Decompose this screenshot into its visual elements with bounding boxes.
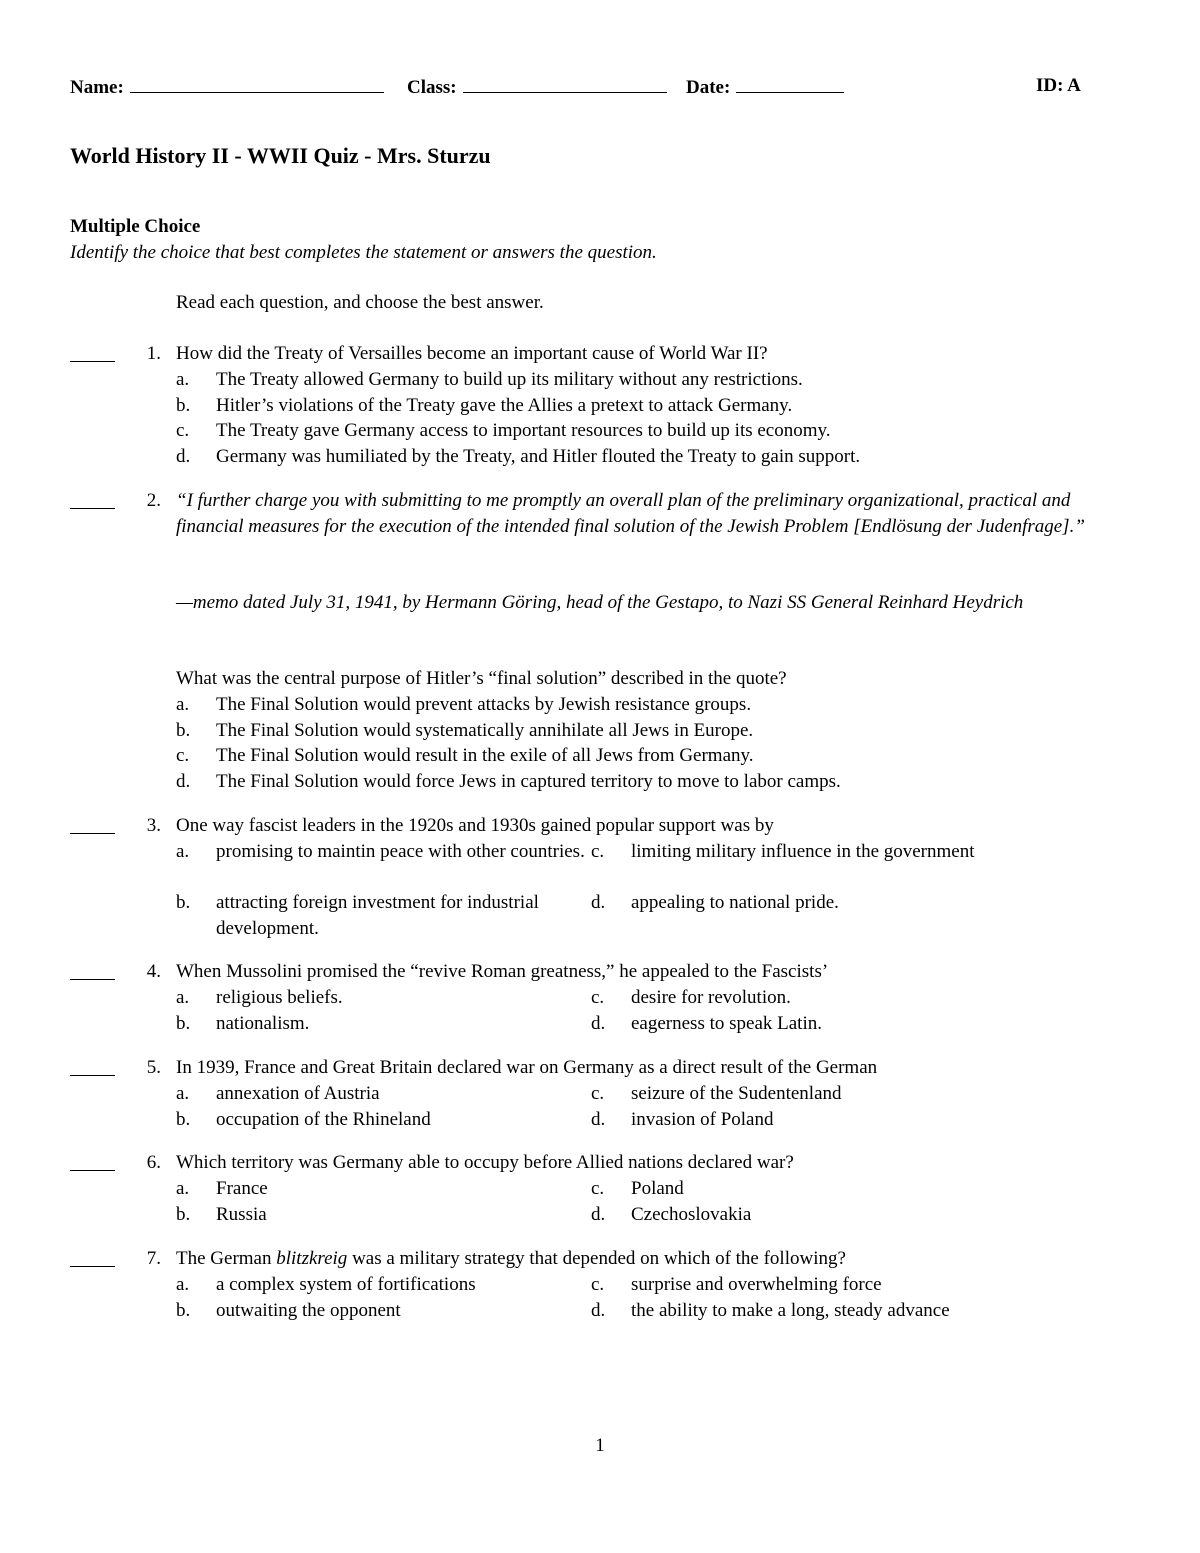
question-number: 1.: [146, 343, 161, 364]
section-instructions: Identify the choice that best completes the statement or answers the question.: [70, 242, 657, 263]
stem-italic-term: blitzkreig: [276, 1248, 348, 1269]
date-label: Date:: [686, 77, 731, 98]
option-letter: a.: [176, 841, 190, 862]
option-b: [176, 393, 1086, 419]
option-text: desire for revolution.: [631, 987, 791, 1008]
option-d: [591, 1011, 1001, 1037]
option-letter: d.: [176, 770, 191, 792]
option-b: [176, 1011, 586, 1037]
question-stem: What was the central purpose of Hitler’s “final solution” described in the quote?: [176, 668, 787, 689]
option-letter: c.: [591, 987, 605, 1008]
option-text: nationalism.: [216, 1012, 310, 1034]
option-letter: a.: [176, 987, 190, 1008]
option-d: [591, 1298, 1001, 1324]
option-b: [176, 1107, 586, 1133]
option-letter: b.: [176, 1203, 191, 1225]
option-letter: c.: [591, 1178, 605, 1199]
option-letter: a.: [176, 1083, 190, 1104]
option-text: occupation of the Rhineland: [216, 1108, 431, 1130]
option-letter: d.: [591, 1299, 606, 1321]
option-letter: c.: [591, 1083, 605, 1104]
option-letter: d.: [176, 445, 191, 467]
answer-blank[interactable]: [70, 833, 115, 834]
question-number: 6.: [146, 1152, 161, 1173]
option-text: the ability to make a long, steady advance: [631, 1299, 950, 1321]
option-text: France: [216, 1178, 268, 1199]
option-text: The Final Solution would force Jews in captured territory to move to labor camps.: [216, 770, 841, 792]
name-field: [70, 73, 384, 101]
class-label: Class:: [407, 77, 457, 98]
option-d: [591, 890, 1001, 916]
option-text: The Treaty gave Germany access to important resources to build up its economy.: [216, 420, 831, 441]
option-d: [591, 1107, 1001, 1133]
option-a: [176, 839, 586, 865]
question-stem: How did the Treaty of Versailles become an important cause of World War II?: [176, 343, 768, 364]
option-letter: d.: [591, 892, 606, 913]
option-letter: c.: [176, 745, 190, 766]
answer-blank[interactable]: [70, 508, 115, 509]
question-number: 4.: [146, 961, 161, 982]
option-c: [176, 743, 1086, 769]
answer-blank[interactable]: [70, 1075, 115, 1076]
option-text: annexation of Austria: [216, 1083, 380, 1104]
date-field: [686, 73, 844, 101]
option-letter: b.: [176, 1299, 191, 1321]
option-a: [176, 1176, 586, 1202]
option-text: The Final Solution would systematically annihilate all Jews in Europe.: [216, 719, 754, 741]
answer-blank[interactable]: [70, 979, 115, 980]
option-text: eagerness to speak Latin.: [631, 1012, 822, 1034]
option-letter: b.: [176, 1012, 191, 1034]
option-a: [176, 692, 1086, 718]
option-letter: c.: [591, 1274, 605, 1295]
quote-attribution: —memo dated July 31, 1941, by Hermann Göring, head of the Gestapo, to Nazi SS General Reinhard Heydrich: [176, 592, 1024, 613]
option-letter: b.: [176, 394, 191, 416]
option-c: [176, 418, 1086, 444]
option-c: [591, 1272, 1001, 1298]
option-d: [176, 769, 1086, 795]
option-text: Hitler’s violations of the Treaty gave the Allies a pretext to attack Germany.: [216, 394, 793, 416]
answer-blank[interactable]: [70, 1266, 115, 1267]
header: [70, 73, 1092, 99]
page-number: 1: [595, 1435, 605, 1456]
option-letter: a.: [176, 1274, 190, 1295]
option-text: outwaiting the opponent: [216, 1299, 401, 1321]
question-stem: When Mussolini promised the “revive Roman greatness,” he appealed to the Fascists’: [176, 961, 829, 982]
question-stem: One way fascist leaders in the 1920s and 1930s gained popular support was by: [176, 815, 774, 836]
option-letter: d.: [591, 1203, 606, 1225]
section-preface: Read each question, and choose the best answer.: [176, 292, 544, 313]
option-text: religious beliefs.: [216, 987, 343, 1008]
option-b: [176, 890, 586, 941]
option-text: a complex system of fortifications: [216, 1274, 476, 1295]
option-letter: d.: [591, 1108, 606, 1130]
question-stem: [176, 1246, 1086, 1272]
option-letter: a.: [176, 369, 190, 390]
class-field: [407, 73, 667, 101]
option-text: seizure of the Sudentenland: [631, 1083, 842, 1104]
options-list: [176, 692, 1086, 794]
option-c: [591, 985, 1001, 1011]
class-blank[interactable]: [463, 73, 667, 93]
id-label: ID: A: [1036, 75, 1081, 96]
stem-part: The German: [176, 1248, 277, 1269]
option-b: [176, 718, 1086, 744]
section-heading: Multiple Choice: [70, 216, 201, 237]
option-text: surprise and overwhelming force: [631, 1274, 882, 1295]
option-letter: b.: [176, 719, 191, 741]
answer-blank[interactable]: [70, 1170, 115, 1171]
question-number: 3.: [146, 815, 161, 836]
option-text: appealing to national pride.: [631, 892, 839, 913]
question-stem: Which territory was Germany able to occupy before Allied nations declared war?: [176, 1152, 794, 1173]
option-c: [591, 1081, 1001, 1107]
option-text: Germany was humiliated by the Treaty, and Hitler flouted the Treaty to gain support.: [216, 445, 861, 467]
option-a: [176, 1081, 586, 1107]
question-number: 2.: [146, 490, 161, 511]
option-letter: a.: [176, 1178, 190, 1199]
question-quote: “I further charge you with submitting to me promptly an overall plan of the preliminary organizational, practical and financial measures for the execution of the intended final solution of the Jewish Problem [Endlösung der Judenfrage].”: [176, 490, 1085, 537]
question-number: 5.: [146, 1057, 161, 1078]
name-label: Name:: [70, 77, 124, 98]
option-b: [176, 1202, 586, 1228]
name-blank[interactable]: [130, 73, 384, 93]
option-text: Czechoslovakia: [631, 1203, 752, 1225]
option-b: [176, 1298, 586, 1324]
option-text: promising to maintin peace with other countries.: [216, 841, 585, 862]
option-letter: d.: [591, 1012, 606, 1034]
option-letter: b.: [176, 892, 191, 913]
option-c: [591, 1176, 1001, 1202]
answer-blank[interactable]: [70, 361, 115, 362]
option-d: [591, 1202, 1001, 1228]
option-a: [176, 367, 1086, 393]
option-d: [176, 444, 1086, 470]
option-letter: b.: [176, 1108, 191, 1130]
option-text: The Treaty allowed Germany to build up its military without any restrictions.: [216, 369, 803, 390]
option-text: Russia: [216, 1203, 267, 1225]
option-text: attracting foreign investment for industrial development.: [216, 892, 539, 939]
option-text: The Final Solution would prevent attacks by Jewish resistance groups.: [216, 694, 752, 715]
option-text: Poland: [631, 1178, 684, 1199]
option-letter: a.: [176, 694, 190, 715]
page-title: World History II - WWII Quiz - Mrs. Sturzu: [70, 143, 491, 168]
question-stem: In 1939, France and Great Britain declared war on Germany as a direct result of the German: [176, 1057, 878, 1078]
option-letter: c.: [591, 841, 605, 862]
stem-part: was a military strategy that depended on which of the following?: [347, 1248, 846, 1269]
option-text: The Final Solution would result in the exile of all Jews from Germany.: [216, 745, 754, 766]
option-c: [591, 839, 1001, 865]
options-list: [176, 367, 1086, 469]
option-text: invasion of Poland: [631, 1108, 774, 1130]
date-blank[interactable]: [736, 73, 844, 93]
option-a: [176, 985, 586, 1011]
question-number: 7.: [146, 1248, 161, 1269]
option-letter: c.: [176, 420, 190, 441]
option-a: [176, 1272, 586, 1298]
option-text: limiting military influence in the government: [631, 841, 975, 862]
